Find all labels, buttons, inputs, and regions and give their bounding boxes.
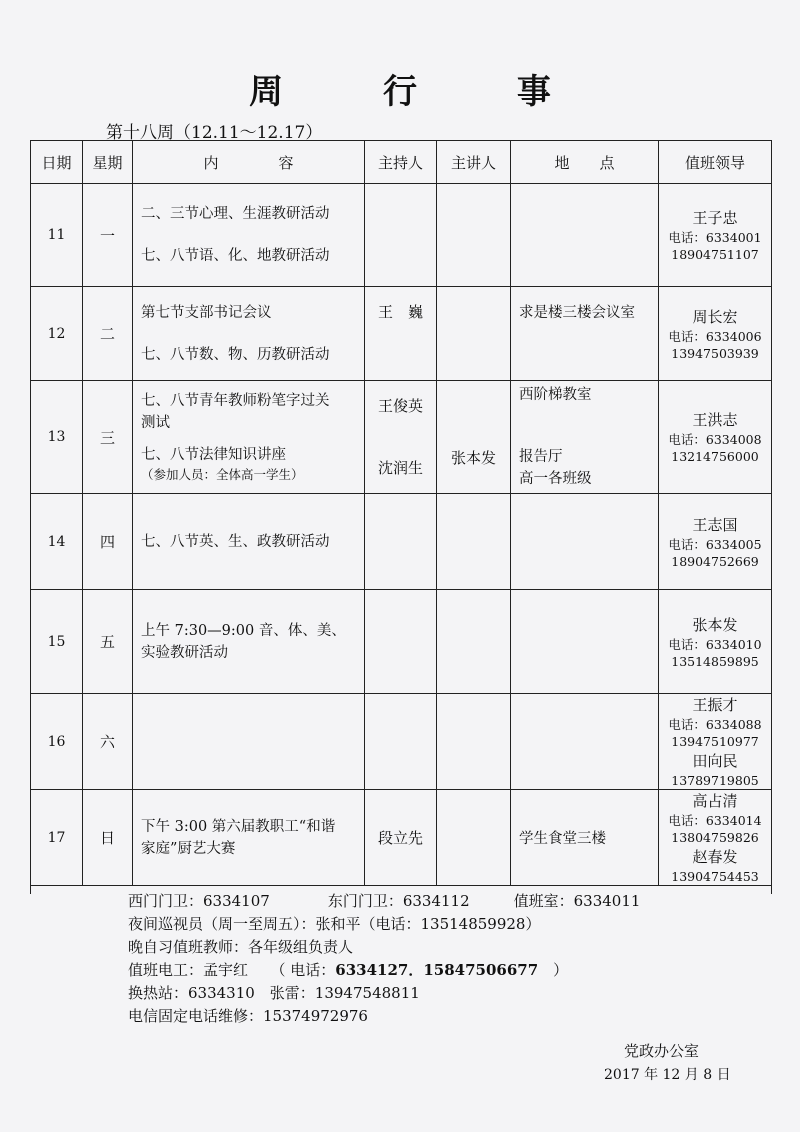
date-cell: 17 bbox=[31, 790, 83, 886]
speaker-cell bbox=[437, 287, 511, 381]
heating-info: 换热站：6334310 张雷：13947548811 bbox=[128, 984, 420, 1002]
table-row bbox=[31, 184, 772, 287]
date-cell: 12 bbox=[31, 287, 83, 381]
electrician-label: 值班电工：孟宇红 （ 电话： bbox=[128, 961, 336, 979]
content-line: 七、八节青年教师粉笔字过关 bbox=[141, 393, 330, 409]
place-cell bbox=[511, 381, 659, 494]
place-line: 西阶梯教室 bbox=[519, 387, 592, 403]
date-cell: 16 bbox=[31, 694, 83, 790]
duty-name: 高占清 bbox=[692, 792, 738, 810]
content-cell bbox=[133, 184, 365, 287]
week-range: 第十八周（12.11～12.17） bbox=[106, 123, 323, 143]
place-cell bbox=[511, 494, 659, 590]
content-line: 第七节支部书记会议 bbox=[141, 304, 272, 321]
place-cell bbox=[511, 590, 659, 694]
footer-gates bbox=[128, 890, 640, 913]
duty-room: 值班室：6334011 bbox=[513, 892, 641, 910]
day-cell: 三 bbox=[83, 381, 133, 494]
duty-mobile: 13514859895 bbox=[671, 653, 759, 669]
duty-cell bbox=[659, 184, 772, 287]
place-line: 报告厅 bbox=[519, 449, 563, 465]
content-line: 七、八节法律知识讲座 bbox=[141, 447, 286, 463]
speaker-cell bbox=[437, 184, 511, 287]
page-title: 周 行 事 bbox=[249, 72, 595, 112]
host-cell: 王 巍 bbox=[365, 287, 437, 381]
duty-cell bbox=[659, 287, 772, 381]
duty-phone: 电话：6334014 bbox=[668, 813, 762, 828]
header-place: 地 点 bbox=[511, 141, 659, 184]
content-line: 七、八节英、生、政教研活动 bbox=[141, 533, 330, 550]
duty-cell bbox=[659, 381, 772, 494]
speaker-cell bbox=[437, 590, 511, 694]
host-cell bbox=[365, 590, 437, 694]
schedule-table bbox=[30, 140, 772, 894]
duty-name: 周长宏 bbox=[692, 307, 738, 326]
duty-phone: 电话：6334088 bbox=[668, 717, 762, 732]
date-cell: 14 bbox=[31, 494, 83, 590]
speaker-cell: 张本发 bbox=[437, 381, 511, 494]
duty-phone: 电话：6334005 bbox=[668, 536, 762, 552]
duty-cell bbox=[659, 790, 772, 886]
content-line: 二、三节心理、生涯教研活动 bbox=[141, 206, 330, 222]
host-name: 沈润生 bbox=[377, 459, 423, 477]
content-cell bbox=[133, 694, 365, 790]
issuing-office: 党政办公室 bbox=[624, 1042, 700, 1060]
duty-mobile: 13947503939 bbox=[671, 345, 759, 361]
footer-info bbox=[128, 890, 640, 1028]
table-row bbox=[31, 694, 772, 790]
content-cell bbox=[133, 790, 365, 886]
speaker-cell bbox=[437, 694, 511, 790]
host-name: 王俊英 bbox=[377, 397, 423, 415]
issue-date: 2017 年 12 月 8 日 bbox=[604, 1067, 731, 1083]
day-cell: 六 bbox=[83, 694, 133, 790]
place-cell: 求是楼三楼会议室 bbox=[511, 287, 659, 381]
duty-name: 王振才 bbox=[692, 696, 738, 714]
place-cell: 学生食堂三楼 bbox=[511, 790, 659, 886]
speaker-cell bbox=[437, 790, 511, 886]
content-cell bbox=[133, 494, 365, 590]
content-line: 实验教研活动 bbox=[141, 644, 228, 661]
content-line: 上午 7:30—9:00 音、体、美、 bbox=[141, 622, 346, 639]
place-line: 高一各班级 bbox=[519, 471, 592, 487]
date-cell: 13 bbox=[31, 381, 83, 494]
table-row bbox=[31, 790, 772, 886]
day-cell: 二 bbox=[83, 287, 133, 381]
duty-mobile: 13214756000 bbox=[671, 449, 759, 464]
duty-name: 王子忠 bbox=[692, 209, 738, 227]
table-row bbox=[31, 287, 772, 381]
duty-phone: 电话：6334008 bbox=[668, 432, 762, 447]
content-cell bbox=[133, 590, 365, 694]
duty-mobile: 13904754453 bbox=[671, 869, 759, 884]
header-host: 主持人 bbox=[365, 141, 437, 184]
duty-mobile: 13804759826 bbox=[671, 830, 759, 845]
duty-phone: 电话：6334006 bbox=[668, 328, 762, 344]
header-date: 日期 bbox=[31, 141, 83, 184]
content-line: 家庭”厨艺大赛 bbox=[141, 840, 236, 857]
host-cell bbox=[365, 494, 437, 590]
telecom-info: 电信固定电话维修：15374972976 bbox=[128, 1007, 368, 1025]
duty-mobile: 18904752669 bbox=[671, 553, 759, 569]
duty-cell bbox=[659, 590, 772, 694]
date-cell: 15 bbox=[31, 590, 83, 694]
day-cell: 日 bbox=[83, 790, 133, 886]
host-cell bbox=[365, 381, 437, 494]
content-line: 测试 bbox=[141, 415, 170, 431]
table-row bbox=[31, 381, 772, 494]
electrician-close: ） bbox=[538, 961, 569, 979]
content-line: 下午 3:00 第六届教职工“和谐 bbox=[141, 818, 336, 835]
header-content: 内 容 bbox=[133, 141, 365, 184]
content-cell bbox=[133, 287, 365, 381]
duty-name: 赵春发 bbox=[692, 848, 738, 866]
header-speaker: 主讲人 bbox=[437, 141, 511, 184]
duty-name: 张本发 bbox=[692, 615, 738, 634]
header-duty: 值班领导 bbox=[659, 141, 772, 184]
content-cell bbox=[133, 381, 365, 494]
content-line: 七、八节语、化、地教研活动 bbox=[141, 248, 330, 264]
host-cell: 段立先 bbox=[365, 790, 437, 886]
day-cell: 四 bbox=[83, 494, 133, 590]
duty-cell bbox=[659, 694, 772, 790]
duty-mobile: 18904751107 bbox=[671, 247, 759, 262]
content-note: （参加人员：全体高一学生） bbox=[141, 467, 304, 482]
duty-mobile: 13789719805 bbox=[671, 773, 759, 788]
speaker-cell bbox=[437, 494, 511, 590]
place-cell bbox=[511, 184, 659, 287]
duty-phone: 电话：6334001 bbox=[668, 230, 762, 245]
place-cell bbox=[511, 694, 659, 790]
duty-phone: 电话：6334010 bbox=[668, 636, 762, 652]
duty-cell bbox=[659, 494, 772, 590]
electrician-info bbox=[128, 959, 640, 982]
day-cell: 五 bbox=[83, 590, 133, 694]
host-cell bbox=[365, 694, 437, 790]
duty-name: 田向民 bbox=[692, 752, 738, 770]
date-cell: 11 bbox=[31, 184, 83, 287]
duty-name: 王洪志 bbox=[692, 411, 738, 429]
evening-study-info: 晚自习值班教师：各年级组负责人 bbox=[128, 938, 354, 956]
content-line: 七、八节数、物、历教研活动 bbox=[141, 346, 330, 363]
patrol-info: 夜间巡视员（周一至周五）：张和平（电话：13514859928） bbox=[128, 915, 541, 933]
host-cell bbox=[365, 184, 437, 287]
west-gate: 西门门卫：6334107 bbox=[128, 892, 270, 910]
table-header-row bbox=[31, 141, 772, 184]
table-row bbox=[31, 590, 772, 694]
duty-name: 王志国 bbox=[692, 515, 738, 534]
electrician-phones: 6334127．15847506677 bbox=[335, 961, 539, 979]
header-day: 星期 bbox=[83, 141, 133, 184]
duty-mobile: 13947510977 bbox=[671, 734, 759, 749]
table-row bbox=[31, 494, 772, 590]
east-gate: 东门门卫：6334112 bbox=[327, 892, 470, 910]
day-cell: 一 bbox=[83, 184, 133, 287]
